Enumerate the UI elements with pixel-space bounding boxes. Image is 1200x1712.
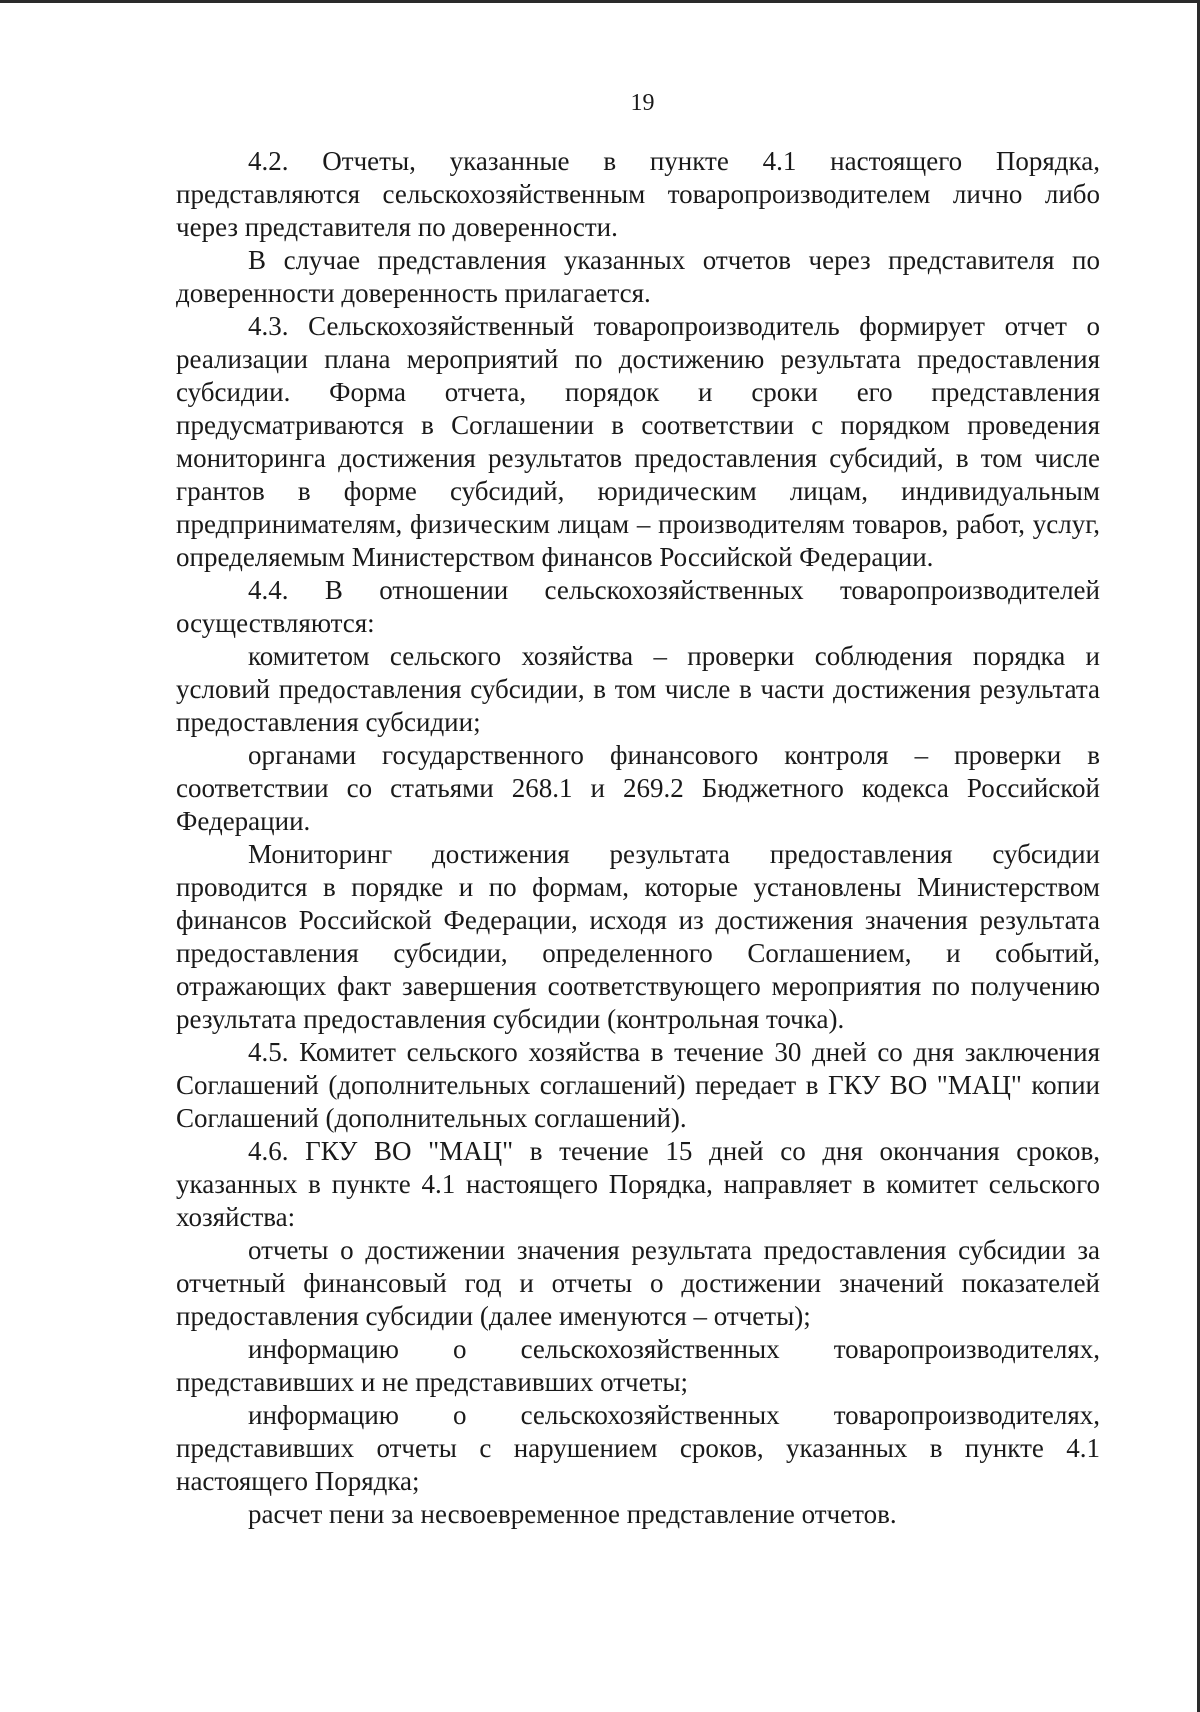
paragraph-4-4-committee: комитетом сельского хозяйства – проверки соблюдения порядка и условий предоставления субсидии, в том числе в части достижения результата предоставления субсидии; (176, 641, 1100, 737)
page-number: 19 (630, 90, 655, 116)
scan-edge-top (0, 0, 1200, 3)
paragraph-4-4-control-bodies: органами государственного финансового контроля – проверки в соответствии со статьями 268.1 и 269.2 Бюджетного кодекса Российской Федерации. (176, 740, 1100, 836)
paragraph-4-5: 4.5. Комитет сельского хозяйства в течение 30 дней со дня заключения Соглашений (дополнительных соглашений) передает в ГКУ ВО "МАЦ" копии Соглашений (дополнительных соглашений). (176, 1037, 1100, 1133)
paragraph-4-4: 4.4. В отношении сельскохозяйственных товаропроизводителей осуществляются: (176, 575, 1100, 638)
paragraph-4-6-penalty: расчет пени за несвоевременное представление отчетов. (248, 1499, 897, 1529)
paragraph-4-6-info-late: информацию о сельскохозяйственных товаропроизводителях, представивших отчеты с нарушением сроков, указанных в пункте 4.1 настоящего Порядка; (176, 1400, 1100, 1496)
paragraph-monitoring: Мониторинг достижения результата предоставления субсидии проводится в порядке и по формам, которые установлены Министерством финансов Российской Федерации, исходя из достижения значения результата предоставления субсидии, определенного Соглашением, и событий, отражающих факт завершения соответствующего мероприятия по получению результата предоставления субсидии (контрольная точка). (176, 839, 1100, 1034)
paragraph-4-6-reports: отчеты о достижении значения результата предоставления субсидии за отчетный финансовый год и отчеты о достижении значений показателей предоставления субсидии (далее именуются – отчеты); (176, 1235, 1100, 1331)
paragraph-4-2: 4.2. Отчеты, указанные в пункте 4.1 настоящего Порядка, представляются сельскохозяйственным товаропроизводителем лично либо через представителя по доверенности. (176, 146, 1100, 242)
paragraph-4-6: 4.6. ГКУ ВО "МАЦ" в течение 15 дней со дня окончания сроков, указанных в пункте 4.1 настоящего Порядка, направляет в комитет сельского хозяйства: (176, 1136, 1100, 1232)
paragraph-4-3: 4.3. Сельскохозяйственный товаропроизводитель формирует отчет о реализации плана мероприятий по достижению результата предоставления субсидии. Форма отчета, порядок и сроки его представления предусматриваются в Соглашении в соответствии с порядком проведения мониторинга достижения результатов предоставления субсидий, в том числе грантов в форме субсидий, юридическим лицам, индивидуальным предпринимателям, физическим лицам – производителям товаров, работ, услуг, определяемым Министерством финансов Российской Федерации. (176, 311, 1100, 572)
document-body (176, 145, 1100, 1531)
paragraph-4-6-info-submitted: информацию о сельскохозяйственных товаропроизводителях, представивших и не представивших отчеты; (176, 1334, 1100, 1397)
paragraph-4-2-proxy: В случае представления указанных отчетов через представителя по доверенности доверенность прилагается. (176, 245, 1100, 308)
